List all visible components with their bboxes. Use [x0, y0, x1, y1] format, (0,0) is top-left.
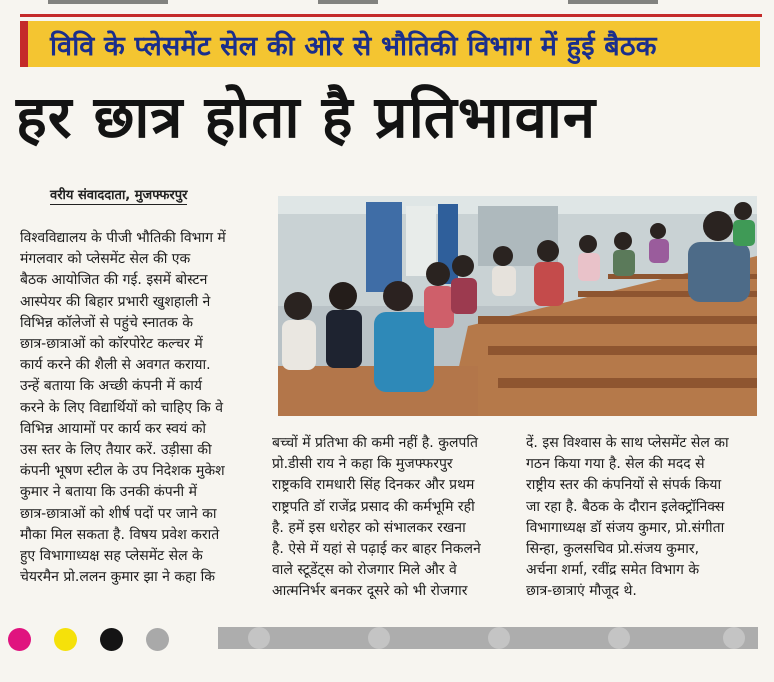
- header-rule: [20, 14, 762, 17]
- text-line: विश्वविद्यालय के पीजी भौतिकी विभाग में: [20, 230, 226, 246]
- text-line: हुए विभागाध्यक्ष सह प्लेसमेंट सेल के: [20, 548, 203, 565]
- text-line: सिन्हा, कुलसचिव प्रो.संजय कुमार,: [526, 541, 700, 558]
- text-line: कार्य करने की शैली से अवगत कराया.: [20, 357, 211, 374]
- text-line: छात्र-छात्राओं को कॉरपोरेट कल्चर में: [20, 336, 203, 353]
- article-kicker: विवि के प्लेसमेंट सेल की ओर से भौतिकी विभाग में हुई बैठक: [20, 21, 760, 67]
- text-line: गठन किया गया है. सेल की मदद से: [526, 456, 705, 473]
- text-line: वाले स्टूडेंट्स को रोजगार मिले और वे: [272, 562, 457, 579]
- article-column-2: [272, 433, 506, 603]
- text-line: उस स्तर के लिए तैयार करें. उड़ीसा की: [20, 442, 212, 459]
- text-line: प्रो.डीसी राय ने कहा कि मुजफ्फरपुर: [272, 456, 453, 473]
- article-column-3: [526, 433, 762, 603]
- text-line: राष्ट्रपति डॉ राजेंद्र प्रसाद की कर्मभूमि रही: [272, 498, 475, 515]
- text-line: चेयरमैन प्रो.ललन कुमार झा ने कहा कि: [20, 569, 216, 586]
- text-line: कंपनी भूषण स्टील के उप निदेशक मुकेश: [20, 463, 225, 480]
- text-line: बैठक आयोजित की गई. इसमें बोस्टन: [20, 272, 208, 289]
- text-line: विभिन्न कॉलेजों से पहुंचे स्नातक के: [20, 314, 193, 331]
- text-line: है. हमें इस धरोहर को संभालकर रखना: [272, 519, 466, 536]
- text-line: मंगलवार को प्लेसमेंट सेल की एक: [20, 251, 191, 268]
- yellow-registration-mark: [54, 628, 77, 651]
- text-line: करने के लिए विद्यार्थियों को चाहिए कि वे: [20, 399, 224, 416]
- text-line: छात्र-छात्राओं को शीर्ष पदों पर जाने का: [20, 505, 217, 522]
- article-headline: हर छात्र होता है प्रतिभावान: [16, 83, 597, 151]
- text-line: छात्र-छात्राएं मौजूद थे.: [526, 583, 637, 600]
- text-line: आत्मनिर्भर बनकर दूसरे को भी रोजगार: [272, 583, 468, 600]
- text-line: अर्चना शर्मा, रवींद्र समेत विभाग के: [526, 562, 700, 579]
- black-registration-mark: [100, 628, 123, 651]
- page-top-edge: [8, 0, 764, 6]
- text-line: मौका मिल सकता है. विषय प्रवेश कराते: [20, 526, 220, 543]
- print-color-bar: [218, 627, 758, 649]
- magenta-registration-mark: [8, 628, 31, 651]
- text-line: आस्पेयर की बिहार प्रभारी खुशहाली ने: [20, 293, 211, 310]
- classroom-photo-illustration: [278, 196, 757, 416]
- text-line: उन्हें बताया कि अच्छी कंपनी में कार्य: [20, 378, 202, 395]
- article-byline: वरीय संवाददाता, मुजफ्फरपुर: [50, 185, 187, 205]
- gray-registration-mark: [146, 628, 169, 651]
- article-column-1: [20, 228, 256, 588]
- text-line: दें. इस विश्वास के साथ प्लेसमेंट सेल का: [526, 435, 729, 451]
- article-photo: [278, 196, 757, 416]
- text-line: विभागाध्यक्ष डॉ संजय कुमार, प्रो.संगीता: [526, 519, 725, 536]
- text-line: विभिन्न आयामों पर कार्य कर स्वयं को: [20, 420, 206, 437]
- text-line: है. ऐसे में यहां से पढ़ाई कर बाहर निकलने: [272, 541, 481, 558]
- text-line: कुमार ने बताया कि उनकी कंपनी में: [20, 484, 197, 501]
- text-line: राष्ट्रीय स्तर की कंपनियों से संपर्क किया: [526, 477, 722, 494]
- text-line: बच्चों में प्रतिभा की कमी नहीं है. कुलपति: [272, 435, 478, 451]
- text-line: राष्ट्रकवि रामधारी सिंह दिनकर और प्रथम: [272, 477, 475, 494]
- text-line: जा रहा है. बैठक के दौरान इलेक्ट्रॉनिक्स: [526, 498, 725, 515]
